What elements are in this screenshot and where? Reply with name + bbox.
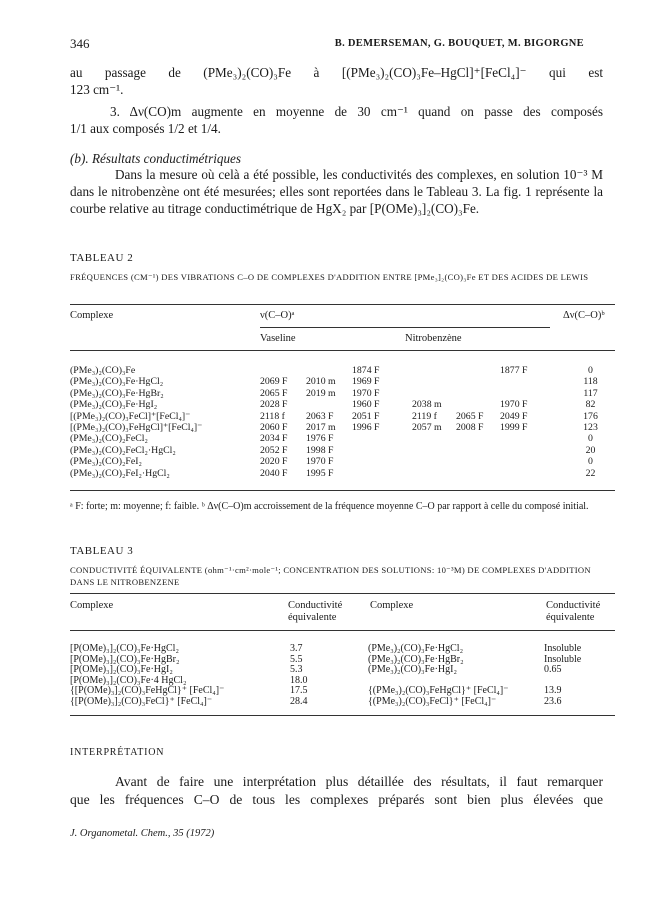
table2-cell-vaseline-3 xyxy=(352,456,412,467)
table2-cell-vaseline-3: 1874 F xyxy=(352,365,380,376)
table2-cell-nitro-1 xyxy=(412,456,456,467)
table2-cell-vaseline-2: 2017 m xyxy=(306,422,336,434)
table2-sub-rule xyxy=(260,327,550,328)
table2-cell-vaseline-3: 1969 F xyxy=(352,376,380,388)
table2-row xyxy=(70,399,615,410)
table3-cell-cond-right: Insoluble xyxy=(544,643,582,654)
table2-cell-vaseline-2: 2010 m xyxy=(306,376,336,388)
table2-cell-nitro-3: 1999 F xyxy=(500,422,528,434)
table2-cell-nitro-1: 2038 m xyxy=(412,399,442,411)
table3-title: TABLEAU 3 xyxy=(70,545,134,557)
table2-bottom-rule xyxy=(70,490,615,491)
table2-cell-vaseline-2: 1998 F xyxy=(306,444,334,456)
table2-cell-nitro-1 xyxy=(412,468,456,479)
table3-header-complexe-right: Complexe xyxy=(370,600,414,611)
table2-row xyxy=(70,376,615,387)
table2-cell-vaseline-2: 2063 F xyxy=(306,410,334,422)
table2-cell-delta: 117 xyxy=(583,387,598,399)
table2-footnote: ᵃ F: forte; m: moyenne; f: faible. ᵇ Δν(C–O)m accroissement de la fréquence moyenne C–O par rapport à celle du composé initial. xyxy=(70,501,589,512)
table2-cell-complexe: [(PMe₃)₂(CO)₃FeCl]⁺[FeCl₄]⁻ xyxy=(70,410,191,422)
table2-cell-complexe: (PMe₃)₂(CO)₃Fe·HgCl₂ xyxy=(70,376,164,388)
point-3-line-1: 3. Δν(CO)m augmente en moyenne de 30 cm⁻¹ quand on passe des composés xyxy=(110,104,603,119)
table2-cell-nitro-1 xyxy=(412,388,456,399)
table2-cell-delta: 123 xyxy=(583,422,598,434)
table2-cell-delta: 82 xyxy=(585,399,596,411)
interpretation-heading: INTERPRÉTATION xyxy=(70,747,165,758)
table2-cell-nitro-3 xyxy=(500,468,566,479)
table3-cell-complexe-left: [P(OMe)₃]₂(CO)₃Fe·4 HgCl₂ xyxy=(70,674,187,686)
table2-cell-vaseline-1: 2052 F xyxy=(260,444,288,456)
table2-cell-nitro-2: 2065 F xyxy=(456,410,484,422)
table3-header-cond-left-1: Conductivité xyxy=(288,600,343,611)
table2-cell-vaseline-1: 2028 F xyxy=(260,399,288,411)
table2-cell-vaseline-1: 2040 F xyxy=(260,467,288,479)
table3-cell-cond-right: 13.9 xyxy=(544,685,562,696)
table2-cell-nitro-1: 2057 m xyxy=(412,422,442,434)
table2-cell-nitro-2 xyxy=(456,456,500,467)
running-authors: B. DEMERSEMAN, G. BOUQUET, M. BIGORGNE xyxy=(334,38,584,49)
table2-cell-delta: 0 xyxy=(588,456,593,468)
table3-cell-complexe-right: {(PMe₃)₂(CO)₃FeHgCl}⁺ [FeCl₄]⁻ xyxy=(368,685,509,696)
table3-cell-cond-left: 5.3 xyxy=(290,664,303,675)
table2-cell-nitro-1 xyxy=(412,376,456,387)
table3-cell-cond-left: 17.5 xyxy=(290,685,308,696)
table3-caption: CONDUCTIVITÉ ÉQUIVALENTE (ohm⁻¹·cm²·mole⁻¹; CONCENTRATION DES SOLUTIONS: 10⁻³M) DE COMPLEXES D'ADDITION DANS LE NITROBENZENE xyxy=(70,565,591,587)
table3-header-cond-right-2: équivalente xyxy=(546,612,595,623)
table3-bottom-rule xyxy=(70,715,615,716)
table2-row xyxy=(70,445,615,456)
table3-cell-complexe-right: (PMe₃)₂(CO)₃Fe·HgBr₂ xyxy=(368,653,464,665)
table2-cell-nitro-2 xyxy=(456,365,500,376)
table2-cell-vaseline-1: 2065 F xyxy=(260,387,288,399)
table2-cell-complexe: (PMe₃)₂(CO)₂FeCl₂ xyxy=(70,433,148,445)
table3-cell-complexe-left: {[P(OMe)₃]₂(CO)₃FeCl}⁺ [FeCl₄]⁻ xyxy=(70,695,213,707)
table3-row xyxy=(70,665,615,676)
table2-row xyxy=(70,433,615,444)
table2-cell-delta: 176 xyxy=(583,410,598,422)
table3-row xyxy=(70,644,615,655)
table3-header-cond-left-2: équivalente xyxy=(288,612,337,623)
intro-line-2: 123 cm⁻¹. xyxy=(70,82,124,97)
table2-cell-nitro-3 xyxy=(500,433,566,444)
table2-cell-vaseline-2: 1970 F xyxy=(306,456,334,468)
table2-cell-nitro-3: 1970 F xyxy=(500,399,528,411)
table2-row xyxy=(70,422,615,433)
table2-cell-delta: 22 xyxy=(585,467,596,479)
table2-cell-nitro-3: 1877 F xyxy=(500,365,528,376)
table2-cell-complexe: (PMe₃)₂(CO)₃Fe·HgI₂ xyxy=(70,399,158,411)
table2-header-delta: Δν(C–O)ᵇ xyxy=(563,310,605,321)
table2-cell-vaseline-3 xyxy=(352,433,412,444)
table3-cell-complexe-right: (PMe₃)₂(CO)₃Fe·HgCl₂ xyxy=(368,643,464,654)
table2-cell-vaseline-3 xyxy=(352,468,412,479)
table3-cell-cond-left: 5.5 xyxy=(290,653,303,665)
table2-cell-nitro-2: 2008 F xyxy=(456,422,484,434)
table3-cell-complexe-left: [P(OMe)₃]₂(CO)₃Fe·HgBr₂ xyxy=(70,653,180,665)
table2-cell-vaseline-1: 2034 F xyxy=(260,433,288,445)
table2-cell-nitro-1 xyxy=(412,433,456,444)
table2-cell-vaseline-2 xyxy=(306,365,352,376)
table2-header-nu: ν(C–O)ᵃ xyxy=(260,310,295,321)
table2-cell-vaseline-3: 1996 F xyxy=(352,422,380,434)
table3-cell-cond-left: 18.0 xyxy=(290,674,308,686)
table3-cell-cond-right: Insoluble xyxy=(544,653,582,665)
table2-cell-vaseline-3: 1960 F xyxy=(352,399,380,411)
journal-footer: J. Organometal. Chem., 35 (1972) xyxy=(70,828,215,839)
table2-cell-nitro-2 xyxy=(456,433,500,444)
table2-cell-vaseline-1 xyxy=(260,365,306,376)
table2-cell-nitro-2 xyxy=(456,376,500,387)
table3-cell-cond-left: 3.7 xyxy=(290,643,303,654)
table2-cell-nitro-3: 2049 F xyxy=(500,410,528,422)
table2-cell-vaseline-1: 2020 F xyxy=(260,456,288,468)
table2-header-complexe: Complexe xyxy=(70,310,114,321)
table2-row xyxy=(70,468,615,479)
table2-cell-vaseline-1: 2118 f xyxy=(260,410,285,422)
table2-header-nitrobenzene: Nitrobenzène xyxy=(405,333,462,344)
table2-header-vaseline: Vaseline xyxy=(260,333,296,344)
table2-cell-complexe: [(PMe₃)₂(CO)₃FeHgCl]⁺[FeCl₄]⁻ xyxy=(70,422,203,434)
intro-line-1: au passage de (PMe₃)₂(CO)₃Fe à [(PMe₃)₂(CO)₃Fe–HgCl]⁺[FeCl₄]⁻ qui est xyxy=(70,65,603,80)
table2-cell-delta: 0 xyxy=(588,433,593,445)
table3-cell-complexe-right: {(PMe₃)₂(CO)₃FeCl}⁺ [FeCl₄]⁻ xyxy=(368,695,497,707)
point-3-line-2: 1/1 aux composés 1/2 et 1/4. xyxy=(70,121,221,136)
table2-cell-vaseline-2 xyxy=(306,399,352,410)
table2-cell-vaseline-3 xyxy=(352,445,412,456)
table2-cell-nitro-3 xyxy=(500,445,566,456)
table2 xyxy=(70,365,615,479)
table2-cell-delta: 0 xyxy=(588,365,593,376)
table2-cell-vaseline-3: 1970 F xyxy=(352,387,380,399)
table3-row xyxy=(70,686,615,697)
table2-cell-complexe: (PMe₃)₂(CO)₃Fe xyxy=(70,365,136,376)
table2-cell-nitro-1 xyxy=(412,365,456,376)
table2-cell-nitro-3 xyxy=(500,388,566,399)
table3-cell-cond-right: 0.65 xyxy=(544,664,562,675)
table3-cell-cond-right: 23.6 xyxy=(544,695,562,707)
table2-cell-delta: 118 xyxy=(583,376,598,388)
table2-cell-vaseline-2: 1995 F xyxy=(306,467,334,479)
table2-cell-vaseline-3: 2051 F xyxy=(352,410,380,422)
table2-cell-complexe: (PMe₃)₂(CO)₃Fe·HgBr₂ xyxy=(70,387,164,399)
table2-row xyxy=(70,411,615,422)
table2-header-rule xyxy=(70,350,615,351)
table3-header-rule xyxy=(70,630,615,631)
interpretation-line-1: Avant de faire une interprétation plus détaillée des résultats, il faut remarquer xyxy=(115,774,603,789)
table3 xyxy=(70,644,615,707)
table3-top-rule xyxy=(70,593,615,594)
table2-cell-vaseline-2: 2019 m xyxy=(306,387,336,399)
table3-cell-complexe-left: {[P(OMe)₃]₂(CO)₃FeHgCl}⁺ [FeCl₄]⁻ xyxy=(70,685,225,696)
table2-cell-complexe: (PMe₃)₂(CO)₂FeI₂ xyxy=(70,456,142,468)
table2-cell-complexe: (PMe₃)₂(CO)₂FeCl₂·HgCl₂ xyxy=(70,444,176,456)
table2-row xyxy=(70,365,615,376)
table3-row xyxy=(70,697,615,708)
table2-cell-nitro-2 xyxy=(456,468,500,479)
table3-cell-complexe-left: [P(OMe)₃]₂(CO)₃Fe·HgI₂ xyxy=(70,664,173,675)
table2-cell-delta: 20 xyxy=(585,444,596,456)
table2-cell-nitro-3 xyxy=(500,376,566,387)
table3-cell-complexe-left: [P(OMe)₃]₂(CO)₃Fe·HgCl₂ xyxy=(70,643,179,654)
table2-cell-nitro-1 xyxy=(412,445,456,456)
table3-cell-complexe-right: (PMe₃)₂(CO)₃Fe·HgI₂ xyxy=(368,664,457,675)
table2-row xyxy=(70,388,615,399)
table3-cell-cond-left: 28.4 xyxy=(290,695,308,707)
table2-cell-nitro-3 xyxy=(500,456,566,467)
table2-row xyxy=(70,456,615,467)
table2-cell-complexe: (PMe₃)₂(CO)₂FeI₂·HgCl₂ xyxy=(70,467,170,479)
page-number: 346 xyxy=(70,36,90,51)
table2-cell-vaseline-2: 1976 F xyxy=(306,433,334,445)
table2-cell-nitro-2 xyxy=(456,445,500,456)
table3-header-cond-right-1: Conductivité xyxy=(546,600,601,611)
table2-cell-nitro-2 xyxy=(456,399,500,410)
table3-header-complexe-left: Complexe xyxy=(70,600,114,611)
table2-title: TABLEAU 2 xyxy=(70,252,134,264)
table2-top-rule xyxy=(70,304,615,305)
table2-caption: FRÉQUENCES (CM⁻¹) DES VIBRATIONS C–O DE COMPLEXES D'ADDITION ENTRE [PMe₃]₂(CO)₃Fe ET DES ACIDES DE LEWIS xyxy=(70,272,589,282)
table2-cell-vaseline-1: 2060 F xyxy=(260,422,288,434)
table2-cell-vaseline-1: 2069 F xyxy=(260,376,288,388)
interpretation-line-2: que les fréquences C–O de tous les complexes préparés sont bien plus élevées que xyxy=(70,792,603,807)
table2-cell-nitro-2 xyxy=(456,388,500,399)
section-b-heading: (b). Résultats conductimétriques xyxy=(70,151,242,166)
table2-cell-nitro-1: 2119 f xyxy=(412,410,437,422)
section-b-paragraph: Dans la mesure où celà a été possible, les conductivités des complexes, en solution 10⁻³ M dans le nitrobenzène ont été mesurées; elles sont reportées dans le Tableau 3. La fig. 1 représente la courbe relative au titrage conductimétrique de HgX₂ par [P(OMe)₃]₂(CO)₃Fe. xyxy=(70,167,603,216)
